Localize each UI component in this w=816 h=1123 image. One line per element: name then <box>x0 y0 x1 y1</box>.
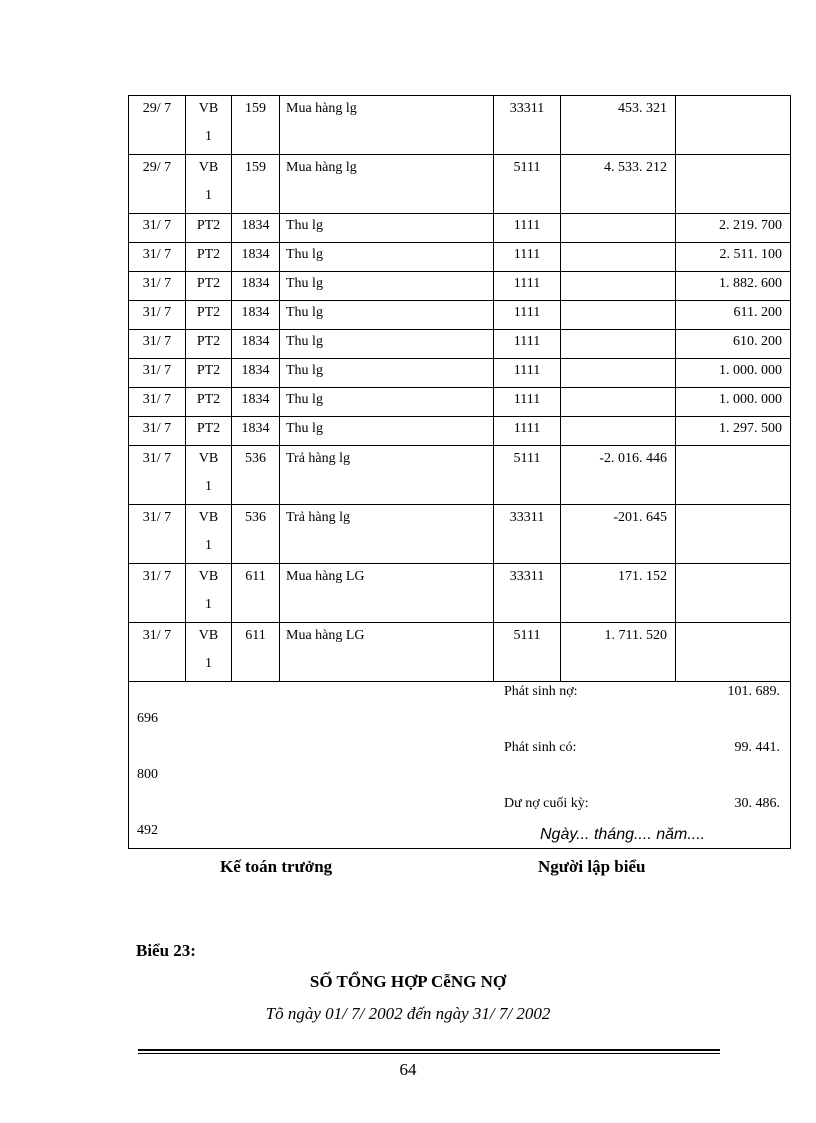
account-cell: 1111 <box>494 330 561 359</box>
table-row <box>129 96 791 155</box>
ledger-body <box>129 96 791 849</box>
doc-type: VB <box>198 628 219 643</box>
credit-cell: 611. 200 <box>676 301 791 330</box>
footer-rule-thin <box>138 1053 720 1054</box>
credit-cell <box>676 564 791 623</box>
doc-number-cell: 159 <box>232 155 280 214</box>
table-row <box>129 388 791 417</box>
doc-type-cell <box>186 155 232 214</box>
doc-type: PT2 <box>196 392 221 407</box>
doc-type: PT2 <box>196 276 221 291</box>
credit-cell <box>676 623 791 682</box>
table-row <box>129 623 791 682</box>
account-cell: 33311 <box>494 505 561 564</box>
doc-type-cell <box>186 446 232 505</box>
debit-cell: 1. 711. 520 <box>561 623 676 682</box>
debit-cell: -201. 645 <box>561 505 676 564</box>
credit-total-value: 99. 441. <box>734 740 780 755</box>
doc-type: VB <box>198 569 219 584</box>
doc-type: PT2 <box>196 421 221 436</box>
debit-cell <box>561 388 676 417</box>
doc-type-sub: 1 <box>205 129 212 144</box>
debit-total-value: 101. 689. <box>727 684 780 699</box>
account-cell: 1111 <box>494 243 561 272</box>
doc-number-cell: 611 <box>232 564 280 623</box>
debit-cell <box>561 330 676 359</box>
doc-type: VB <box>198 451 219 466</box>
doc-type-cell <box>186 243 232 272</box>
description-cell: Mua hàng LG <box>280 623 494 682</box>
preparer-label: Người lập biểu <box>538 857 646 876</box>
debit-cell <box>561 359 676 388</box>
doc-type: PT2 <box>196 334 221 349</box>
credit-cell: 2. 511. 100 <box>676 243 791 272</box>
credit-cell: 1. 000. 000 <box>676 359 791 388</box>
credit-cell: 1. 297. 500 <box>676 417 791 446</box>
closing-balance-label: Dư nợ cuối kỳ: <box>504 796 589 811</box>
debit-cell <box>561 301 676 330</box>
table-row <box>129 505 791 564</box>
credit-total-wrap: 800 <box>137 767 158 782</box>
account-cell: 5111 <box>494 155 561 214</box>
date-cell: 31/ 7 <box>129 272 186 301</box>
description-cell: Mua hàng lg <box>280 96 494 155</box>
date-cell: 31/ 7 <box>129 446 186 505</box>
date-cell: 29/ 7 <box>129 96 186 155</box>
description-cell: Trả hàng lg <box>280 446 494 505</box>
closing-balance-wrap: 492 <box>137 823 158 838</box>
credit-cell <box>676 505 791 564</box>
description-cell: Thu lg <box>280 301 494 330</box>
credit-cell <box>676 155 791 214</box>
doc-type-sub: 1 <box>205 656 212 671</box>
footer-rule <box>138 1049 720 1051</box>
doc-number-cell: 1834 <box>232 417 280 446</box>
doc-type-cell <box>186 214 232 243</box>
account-cell: 33311 <box>494 564 561 623</box>
doc-number-cell: 159 <box>232 96 280 155</box>
debit-cell: 4. 533. 212 <box>561 155 676 214</box>
chief-accountant-label: Kế toán trưởng <box>220 857 333 876</box>
description-cell: Mua hàng lg <box>280 155 494 214</box>
doc-number-cell: 1834 <box>232 301 280 330</box>
date-cell: 31/ 7 <box>129 243 186 272</box>
doc-number-cell: 1834 <box>232 272 280 301</box>
page-number: 64 <box>399 1060 417 1079</box>
doc-type-cell <box>186 417 232 446</box>
credit-cell: 610. 200 <box>676 330 791 359</box>
doc-type-cell <box>186 623 232 682</box>
doc-type: PT2 <box>196 363 221 378</box>
debit-cell <box>561 214 676 243</box>
debit-cell <box>561 272 676 301</box>
date-cell: 31/ 7 <box>129 214 186 243</box>
closing-balance-value: 30. 486. <box>734 796 780 811</box>
description-cell: Thu lg <box>280 330 494 359</box>
doc-type-cell <box>186 564 232 623</box>
description-cell: Thu lg <box>280 243 494 272</box>
debit-cell: -2. 016. 446 <box>561 446 676 505</box>
doc-number-cell: 536 <box>232 505 280 564</box>
table-row <box>129 243 791 272</box>
date-cell: 31/ 7 <box>129 301 186 330</box>
date-cell: 31/ 7 <box>129 564 186 623</box>
table-caption: Biểu 23: <box>136 941 196 960</box>
credit-total-label: Phát sinh có: <box>504 740 577 755</box>
description-cell: Thu lg <box>280 359 494 388</box>
account-cell: 1111 <box>494 272 561 301</box>
table-row <box>129 330 791 359</box>
account-cell: 1111 <box>494 359 561 388</box>
doc-type: PT2 <box>196 218 221 233</box>
doc-type-cell <box>186 330 232 359</box>
doc-number-cell: 1834 <box>232 388 280 417</box>
debit-cell <box>561 417 676 446</box>
ledger-table <box>128 95 791 849</box>
date-line: Ngày... tháng.... năm.... <box>540 826 706 843</box>
account-cell: 5111 <box>494 623 561 682</box>
credit-cell <box>676 96 791 155</box>
doc-type: PT2 <box>196 305 221 320</box>
doc-number-cell: 1834 <box>232 243 280 272</box>
credit-cell: 1. 882. 600 <box>676 272 791 301</box>
account-cell: 33311 <box>494 96 561 155</box>
debit-total-wrap: 696 <box>137 711 158 726</box>
date-cell: 31/ 7 <box>129 388 186 417</box>
doc-type-sub: 1 <box>205 597 212 612</box>
doc-type-cell <box>186 505 232 564</box>
doc-type-cell <box>186 359 232 388</box>
debit-cell: 453. 321 <box>561 96 676 155</box>
date-cell: 31/ 7 <box>129 330 186 359</box>
description-cell: Thu lg <box>280 214 494 243</box>
doc-number-cell: 1834 <box>232 330 280 359</box>
doc-number-cell: 611 <box>232 623 280 682</box>
description-cell: Mua hàng LG <box>280 564 494 623</box>
date-cell: 31/ 7 <box>129 623 186 682</box>
summary-cell <box>129 682 791 849</box>
doc-type: VB <box>198 510 219 525</box>
doc-number-cell: 1834 <box>232 214 280 243</box>
debit-cell: 171. 152 <box>561 564 676 623</box>
section-subtitle: Tõ ngày 01/ 7/ 2002 đến ngày 31/ 7/ 2002 <box>265 1004 551 1023</box>
doc-type-sub: 1 <box>205 479 212 494</box>
debit-total-label: Phát sinh nợ: <box>504 684 578 699</box>
description-cell: Thu lg <box>280 388 494 417</box>
credit-cell: 1. 000. 000 <box>676 388 791 417</box>
doc-number-cell: 536 <box>232 446 280 505</box>
debit-cell <box>561 243 676 272</box>
credit-cell: 2. 219. 700 <box>676 214 791 243</box>
table-row <box>129 359 791 388</box>
doc-type: VB <box>198 160 219 175</box>
table-row <box>129 417 791 446</box>
date-cell: 31/ 7 <box>129 359 186 388</box>
doc-type: VB <box>198 101 219 116</box>
credit-cell <box>676 446 791 505</box>
doc-type-cell <box>186 388 232 417</box>
doc-type-sub: 1 <box>205 188 212 203</box>
description-cell: Thu lg <box>280 417 494 446</box>
date-cell: 31/ 7 <box>129 505 186 564</box>
account-cell: 1111 <box>494 417 561 446</box>
doc-number-cell: 1834 <box>232 359 280 388</box>
description-cell: Thu lg <box>280 272 494 301</box>
account-cell: 5111 <box>494 446 561 505</box>
doc-type-cell <box>186 96 232 155</box>
table-row <box>129 301 791 330</box>
doc-type-cell <box>186 272 232 301</box>
doc-type-sub: 1 <box>205 538 212 553</box>
table-row <box>129 446 791 505</box>
description-cell: Trả hàng lg <box>280 505 494 564</box>
account-cell: 1111 <box>494 388 561 417</box>
date-cell: 29/ 7 <box>129 155 186 214</box>
account-cell: 1111 <box>494 301 561 330</box>
doc-type: PT2 <box>196 247 221 262</box>
table-row <box>129 155 791 214</box>
account-cell: 1111 <box>494 214 561 243</box>
table-row <box>129 272 791 301</box>
table-row <box>129 214 791 243</box>
doc-type-cell <box>186 301 232 330</box>
section-title: SỐ TỔNG HỢP CễNG NỢ <box>309 972 507 991</box>
summary-row <box>129 682 791 849</box>
table-row <box>129 564 791 623</box>
date-cell: 31/ 7 <box>129 417 186 446</box>
